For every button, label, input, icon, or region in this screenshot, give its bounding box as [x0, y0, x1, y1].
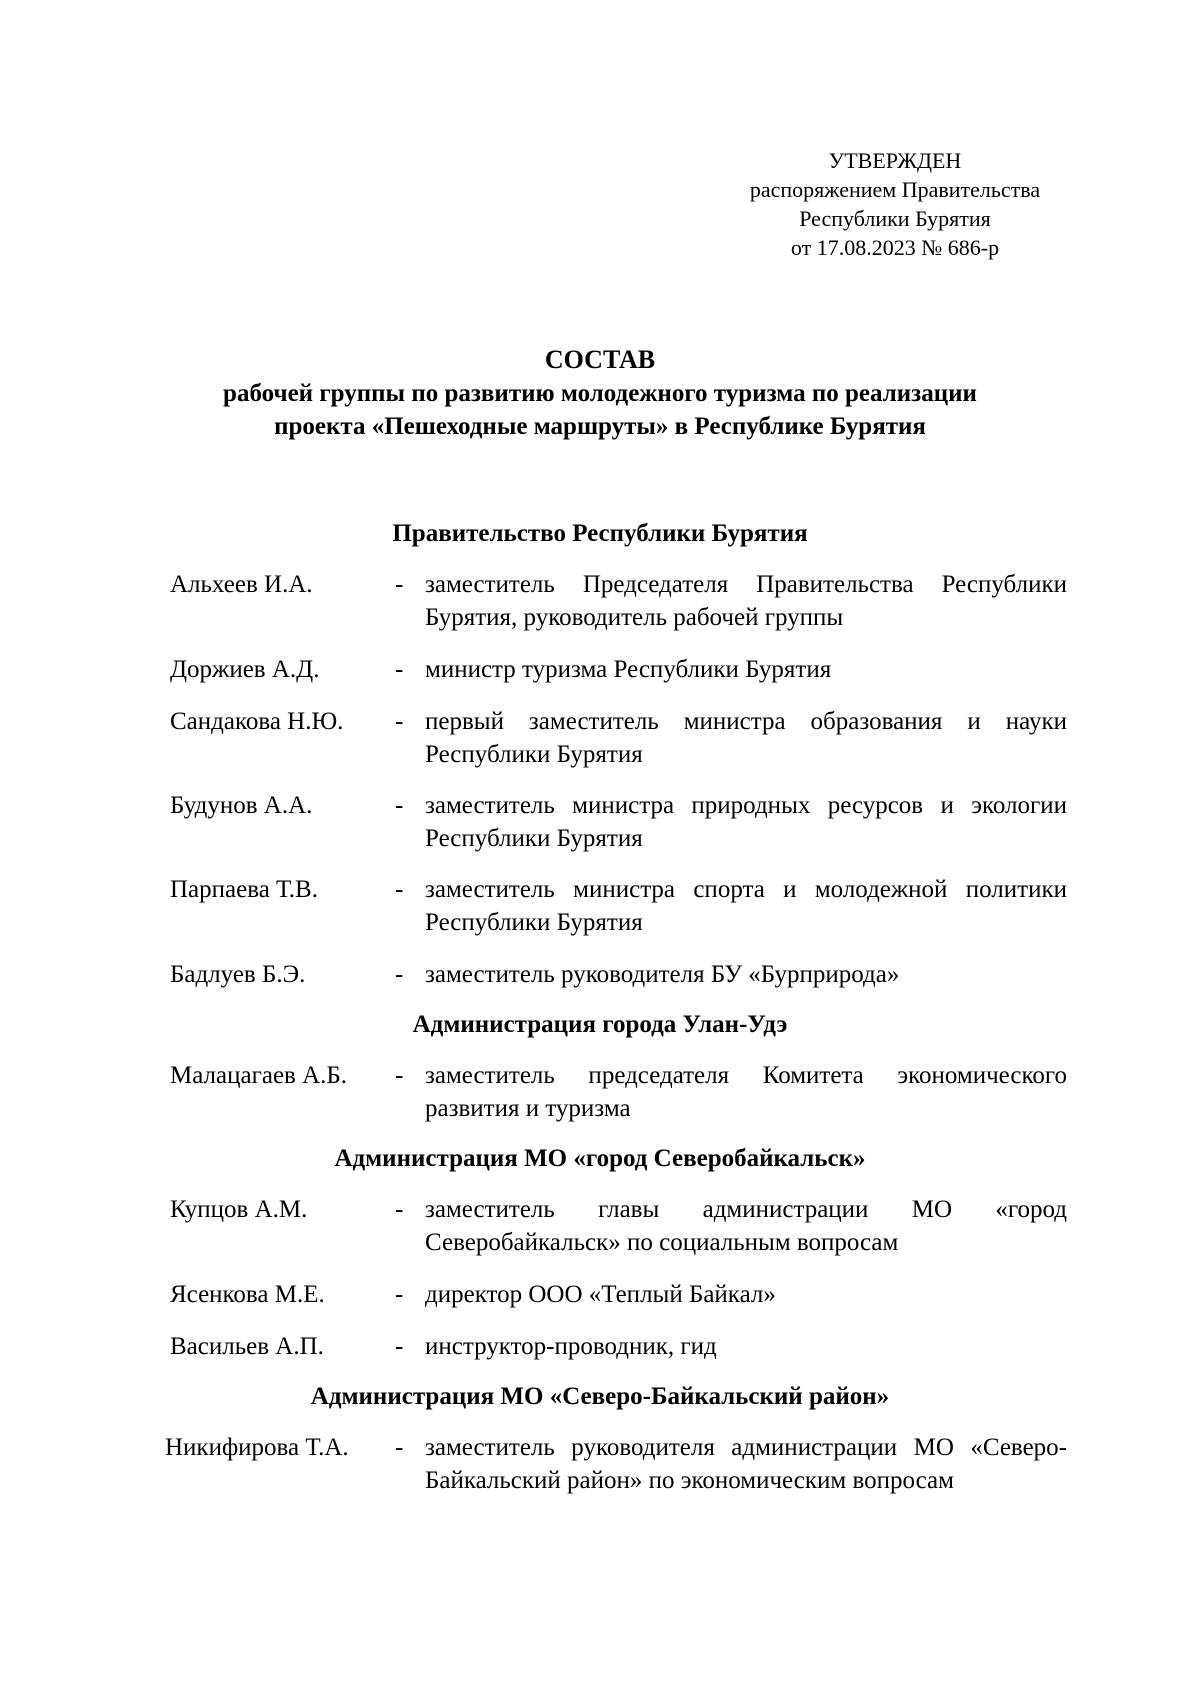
- member-name: Ясенкова М.Е.: [170, 1281, 325, 1308]
- dash-separator: -: [395, 961, 404, 988]
- approval-stamp: [720, 146, 1070, 262]
- dash-separator: -: [395, 1333, 404, 1360]
- dash-separator: -: [395, 708, 404, 735]
- member-name: Будунов А.А.: [170, 792, 313, 819]
- member-name: Альхеев И.А.: [170, 571, 313, 598]
- member-name: Сандакова Н.Ю.: [170, 708, 344, 735]
- member-position: заместитель председателя Комитета экономического развития и туризма: [425, 1062, 1067, 1122]
- dash-separator: -: [395, 1062, 404, 1089]
- member-position: заместитель руководителя администрации МО «Северо-Байкальский район» по экономическим вопросам: [425, 1434, 1067, 1494]
- dash-separator: -: [395, 656, 404, 683]
- member-position: инструктор-проводник, гид: [425, 1333, 717, 1360]
- approval-line: УТВЕРЖДЕН: [828, 148, 962, 173]
- section-heading: Администрация МО «Северо-Байкальский район»: [310, 1383, 890, 1410]
- dash-separator: -: [395, 1434, 404, 1461]
- member-name: Доржиев А.Д.: [170, 656, 320, 683]
- approval-line: Республики Бурятия: [799, 206, 991, 231]
- member-position: заместитель Председателя Правительства Республики Бурятия, руководитель рабочей группы: [425, 571, 1067, 631]
- approval-line: от 17.08.2023 № 686-р: [790, 235, 1000, 260]
- dash-separator: -: [395, 792, 404, 819]
- member-position: заместитель министра спорта и молодежной политики Республики Бурятия: [425, 876, 1067, 936]
- member-name: Малацагаев А.Б.: [170, 1062, 348, 1089]
- member-position: первый заместитель министра образования и науки Республики Бурятия: [425, 708, 1067, 768]
- member-position: директор ООО «Теплый Байкал»: [425, 1281, 776, 1308]
- section-heading: Администрация МО «город Северобайкальск»: [334, 1145, 866, 1172]
- member-name: Васильев А.П.: [170, 1333, 324, 1360]
- section-heading: Правительство Республики Бурятия: [392, 520, 808, 547]
- member-position: заместитель министра природных ресурсов и экологии Республики Бурятия: [425, 792, 1067, 852]
- member-position: заместитель главы администрации МО «город Северобайкальск» по социальным вопросам: [425, 1196, 1067, 1256]
- dash-separator: -: [395, 571, 404, 598]
- member-name: Парпаева Т.В.: [170, 876, 318, 903]
- approval-line: распоряжением Правительства: [749, 177, 1041, 202]
- member-position: министр туризма Республики Бурятия: [425, 656, 832, 683]
- section-heading: Администрация города Улан-Удэ: [412, 1011, 788, 1038]
- dash-separator: -: [395, 1196, 404, 1223]
- dash-separator: -: [395, 1281, 404, 1308]
- member-name: Купцов А.М.: [170, 1196, 308, 1223]
- title-line: проекта «Пешеходные маршруты» в Республике Бурятия: [274, 413, 926, 440]
- title-line: рабочей группы по развитию молодежного туризма по реализации: [223, 380, 977, 407]
- member-position: заместитель руководителя БУ «Бурприрода»: [425, 961, 900, 988]
- member-name: Бадлуев Б.Э.: [170, 961, 306, 988]
- member-name: Никифирова Т.А.: [165, 1434, 349, 1461]
- dash-separator: -: [395, 876, 404, 903]
- title-main: СОСТАВ: [544, 345, 656, 374]
- document-title: [0, 343, 1200, 443]
